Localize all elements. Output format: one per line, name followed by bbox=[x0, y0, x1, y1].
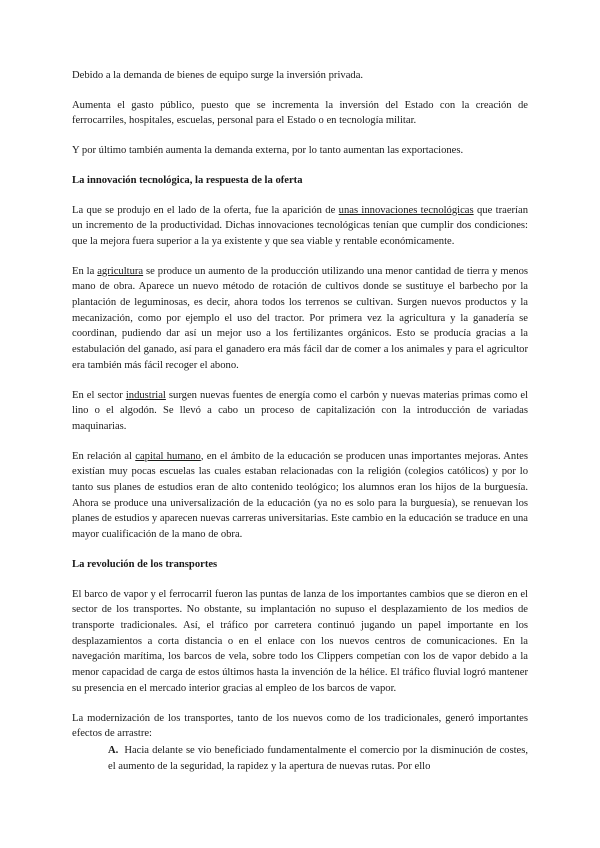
list-item bbox=[108, 743, 528, 774]
section-heading-transport: La revolución de los transportes bbox=[72, 558, 218, 570]
underlined-term-link[interactable]: agricultura bbox=[97, 265, 144, 277]
paragraph bbox=[72, 388, 528, 435]
paragraph bbox=[72, 203, 528, 250]
text-run: surgen nuevas fuentes de energía como el carbón y nuevas materias primas como el lino o el algodón. Se llevó a cabo un proceso de capitalización con la introducción de variadas maquinarias. bbox=[72, 389, 529, 432]
paragraph bbox=[72, 264, 528, 374]
underlined-term-link[interactable]: unas innovaciones tecnológicas bbox=[338, 204, 474, 216]
text-run: , en el ámbito de la educación se producen unas importantes mejoras. Antes existían muy pocas escuelas las cuales estaban relacionadas con la religión (colegios católicos) y por lo tanto sus planes de estudios eran de alto contenido teológico; los alumnos eran los hijos de la burguesía. Ahora se produce una universalización de la educación (ya no es solo para la burguesía), se renuevan los planes de estudios y aparecen nuevas carreras universitarias. Este cambio en la educación se traduce en una mayor cualificación de la mano de obra. bbox=[72, 450, 528, 541]
paragraph: Y por último también aumenta la demanda externa, por lo tanto aumentan las exportaciones. bbox=[72, 145, 464, 157]
underlined-term-link[interactable]: industrial bbox=[125, 389, 166, 401]
paragraph: El barco de vapor y el ferrocarril fueron las puntas de lanza de los importantes cambios que se dieron en el sector de los transportes. No obstante, su implantación no supuso el desplazamiento de los medios de transporte tradicionales. Así, el tráfico por carretera continuó jugando un papel importante en los desplazamientos a corta distancia o en el enlace con los nuevos centros de comunicaciones. En la navegación marítima, los barcos de vela, sobre todo los Clippers competían con los de vapor debido a la menor capacidad de carga de estos últimos hasta la invención de la hélice. El tráfico fluvial logró mantener su presencia en el mercado interior gracias al empleo de los barcos de vapor. bbox=[72, 588, 528, 694]
text-run: En relación al bbox=[72, 450, 136, 462]
paragraph: La modernización de los transportes, tanto de los nuevos como de los tradicionales, generó importantes efectos de arrastre: bbox=[72, 712, 528, 740]
paragraph bbox=[72, 449, 528, 543]
effects-list bbox=[72, 743, 528, 774]
section-heading-innovation: La innovación tecnológica, la respuesta de la oferta bbox=[72, 174, 303, 186]
list-marker: A. bbox=[108, 744, 119, 756]
paragraph: Aumenta el gasto público, puesto que se incrementa la inversión del Estado con la creación de ferrocarriles, hospitales, escuelas, personal para el Estado o en tecnología militar. bbox=[72, 99, 528, 127]
text-run: que traerían un incremento de la productividad. Dichas innovaciones tecnológicas tenían que cumplir dos condiciones: que la mejora fuera superior a la ya existente y que sea viable y rentable económicamente. bbox=[72, 204, 528, 247]
text-run: En el sector bbox=[72, 389, 126, 401]
document-body bbox=[72, 68, 528, 774]
paragraph: Debido a la demanda de bienes de equipo surge la inversión privada. bbox=[72, 70, 364, 81]
text-run: se produce un aumento de la producción utilizando una menor cantidad de tierra y menos mano de obra. Aparece un nuevo método de rotación de cultivos donde se sustituye el barbecho por la plantación de leguminosas, es decir, ahora todos los terrenos se cultivan. Surgen nuevos productos y la mecanización, como por ejemplo el uso del tractor. Por primera vez la agricultura y la ganadería se coordinan, pudiendo dar así un mejor uso a los fertilizantes orgánicos. Esto se producía gracias a la estabulación del ganado, así para el ganadero era más fácil dar de comer a los animales y para el agricultor era también más fácil recoger el abono. bbox=[72, 265, 528, 371]
list-item-text: Hacia delante se vio beneficiado fundamentalmente el comercio por la disminución de costes, el aumento de la seguridad, la rapidez y la apertura de nuevas rutas. Por ello bbox=[108, 744, 528, 772]
underlined-term-link[interactable]: capital humano bbox=[135, 450, 201, 462]
text-run: La que se produjo en el lado de la oferta, fue la aparición de bbox=[72, 204, 339, 216]
text-run: En la bbox=[72, 265, 98, 277]
